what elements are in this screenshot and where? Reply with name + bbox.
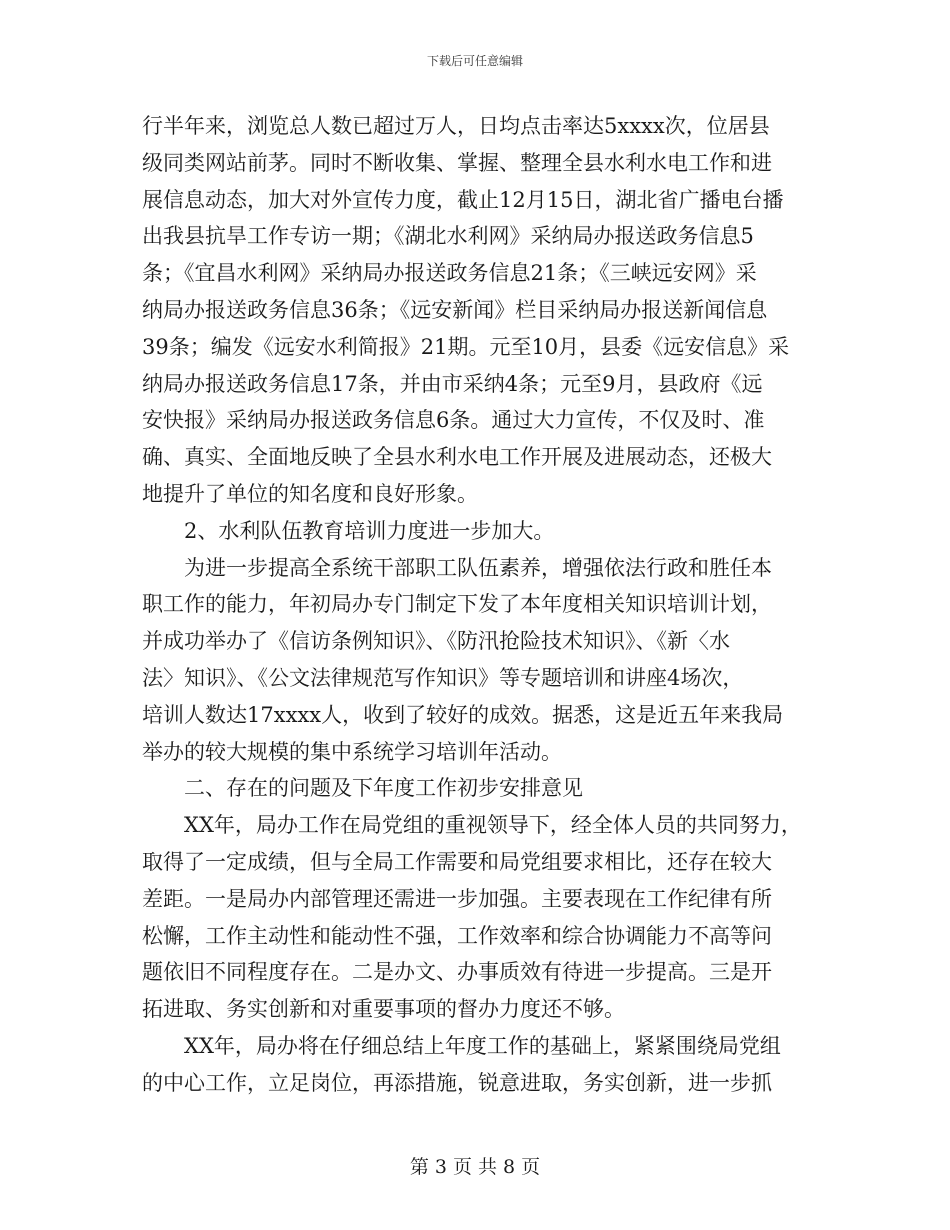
text-line: 法〉知识》、《公文法律规范写作知识》等专题培训和讲座4场次， bbox=[142, 665, 744, 690]
page-header: 下载后可任意编辑 bbox=[426, 54, 523, 68]
text-line: 取得了一定成绩，但与全局工作需要和局党组要求相比，还存在较大 bbox=[142, 849, 772, 874]
text-line: 差距。一是局办内部管理还需进一步加强。主要表现在工作纪律有所 bbox=[142, 886, 772, 911]
document-body bbox=[142, 108, 814, 1102]
text-line: 纳局办报送政务信息17条，并由市采纳4条；元至9月，县政府《远 bbox=[142, 371, 763, 396]
section-heading: 二、存在的问题及下年度工作初步安排意见 bbox=[184, 776, 583, 801]
text-line: 的中心工作，立足岗位，再添措施，锐意进取，务实创新，进一步抓 bbox=[142, 1070, 772, 1095]
text-line: 39条；编发《远安水利简报》21期。元至10月，县委《远安信息》采 bbox=[142, 334, 790, 359]
text-line: 松懈，工作主动性和能动性不强，工作效率和综合协调能力不高等问 bbox=[142, 923, 772, 948]
page-number: 第 3 页 共 8 页 bbox=[409, 1156, 541, 1178]
text-line: XX年，局办工作在局党组的重视领导下，经全体人员的共同努力， bbox=[184, 813, 802, 838]
text-line: 拓进取、务实创新和对重要事项的督办力度还不够。 bbox=[142, 997, 625, 1022]
text-line: 纳局办报送政务信息36条；《远安新闻》栏目采纳局办报送新闻信息 bbox=[142, 297, 768, 322]
text-line: 职工作的能力，年初局办专门制定下发了本年度相关知识培训计划， bbox=[142, 592, 772, 617]
text-line: 举办的较大规模的集中系统学习培训年活动。 bbox=[142, 739, 562, 764]
text-line: 展信息动态，加大对外宣传力度，截止12月15日，湖北省广播电台播 bbox=[142, 187, 784, 212]
text-line: 级同类网站前茅。同时不断收集、掌握、整理全县水利水电工作和进 bbox=[142, 150, 772, 175]
text-line: 条；《宜昌水利网》采纳局办报送政务信息21条；《三峡远安网》采 bbox=[142, 261, 757, 286]
text-line: 培训人数达17xxxx人，收到了较好的成效。据悉，这是近五年来我局 bbox=[142, 702, 784, 727]
text-line: 安快报》采纳局办报送政务信息6条。通过大力宣传，不仅及时、准 bbox=[142, 408, 765, 433]
section-heading: 2、水利队伍教育培训力度进一步加大。 bbox=[184, 518, 555, 543]
text-line: 出我县抗旱工作专访一期；《湖北水利网》采纳局办报送政务信息5 bbox=[142, 224, 754, 249]
text-line: 题依旧不同程度存在。二是办文、办事质效有待进一步提高。三是开 bbox=[142, 960, 772, 985]
text-line: 行半年来，浏览总人数已超过万人，日均点击率达5xxxx次，位居县 bbox=[142, 114, 770, 138]
text-line: 地提升了单位的知名度和良好形象。 bbox=[142, 481, 478, 506]
text-line: 并成功举办了《信访条例知识》、《防汛抢险技术知识》、《新〈水 bbox=[142, 629, 730, 654]
text-line: 确、真实、全面地反映了全县水利水电工作开展及进展动态，还极大 bbox=[142, 445, 772, 470]
text-line: XX年，局办将在仔细总结上年度工作的基础上，紧紧围绕局党组 bbox=[184, 1033, 781, 1058]
text-line: 为进一步提高全系统干部职工队伍素养，增强依法行政和胜任本 bbox=[184, 555, 772, 580]
